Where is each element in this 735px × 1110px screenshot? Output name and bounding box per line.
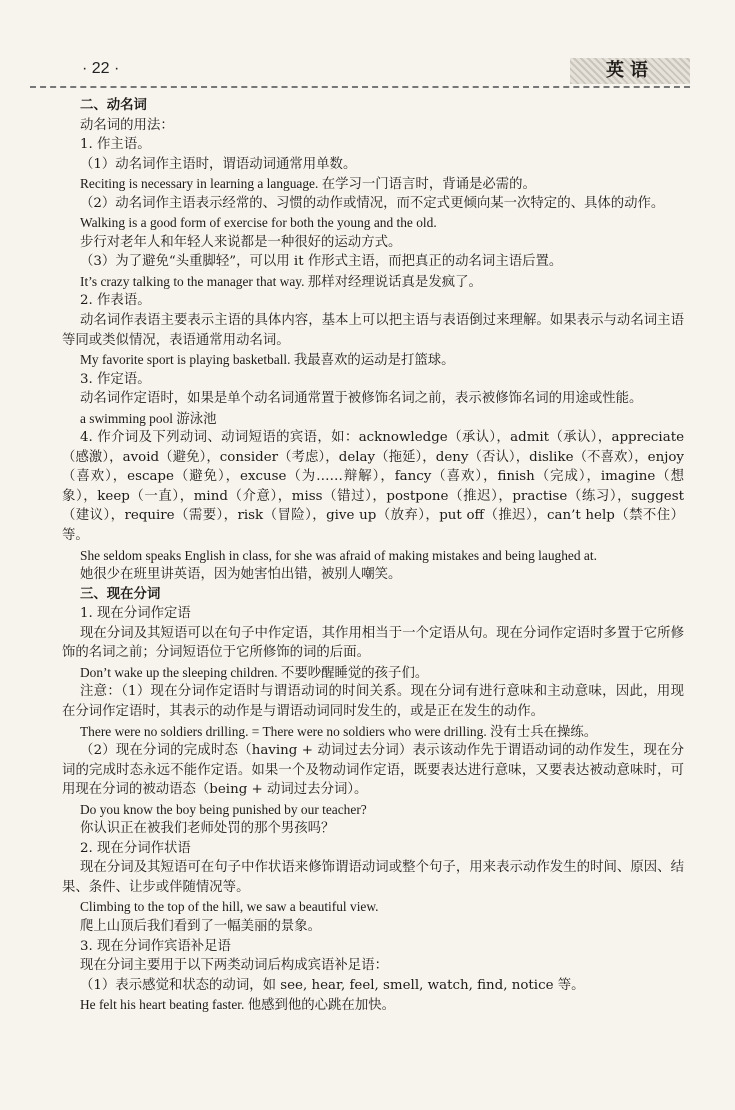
text-line: 2. 作表语。 xyxy=(80,293,151,309)
text-line: My favorite sport is playing basketball. 我最喜欢的运动是打篮球。 xyxy=(80,352,455,368)
text-line: 2. 现在分词作状语 xyxy=(80,840,191,856)
text-line: 4. 作介词及下列动词、动词短语的宾语，如：acknowledge（承认），admit（承认），appreciate（感激），avoid（避免），consider（考虑），delay（拖延），deny（否认），dislike（不喜欢），enjoy（喜欢），escape（避免），excuse（为……辩解），fancy（喜欢），finish（完成），imagine（想象），keep（一直），mind（介意），miss（错过），postpone（推迟），practise（练习），suggest（建议），require（需要），risk（冒险），give up（放弃），put off（推迟），can’t help（禁不住）等。 xyxy=(62,430,684,544)
text-line: （1）表示感觉和状态的动词，如 see, hear, feel, smell, watch, find, notice 等。 xyxy=(80,977,585,993)
text-line: 三、现在分词 xyxy=(80,585,161,602)
text-line: 3. 作定语。 xyxy=(80,371,151,387)
text-line: Walking is a good form of exercise for both the young and the old. xyxy=(80,215,437,231)
text-line: Do you know the boy being punished by our teacher? xyxy=(80,801,367,817)
text-line: It’s crazy talking to the manager that way. 那样对经理说话真是发疯了。 xyxy=(80,273,482,289)
text-line: 动名词作定语时，如果是单个动名词通常置于被修饰名词之前，表示被修饰名词的用途或性能。 xyxy=(80,391,643,407)
page-body xyxy=(62,96,684,1015)
text-line: 3. 现在分词作宾语补足语 xyxy=(80,938,231,954)
text-line: Reciting is necessary in learning a language. 在学习一门语言时，背诵是必需的。 xyxy=(80,176,536,192)
text-line: （2）动名词作主语表示经常的、习惯的动作或情况，而不定式更倾向某一次特定的、具体的动作。 xyxy=(80,195,665,211)
subject-label: 英语 xyxy=(570,58,690,84)
text-line: There were no soldiers drilling. = There were no soldiers who were drilling. 没有士兵在操练。 xyxy=(80,723,598,739)
text-line: 她很少在班里讲英语，因为她害怕出错，被别人嘲笑。 xyxy=(80,567,402,583)
text-line: Don’t wake up the sleeping children. 不要吵醒睡觉的孩子们。 xyxy=(80,664,429,680)
text-line: 1. 现在分词作定语 xyxy=(80,606,191,622)
text-line: （2）现在分词的完成时态（having + 动词过去分词）表示该动作先于谓语动词的动作发生，现在分词的完成时态永远不能作定语。如果一个及物动词作定语，既要表达进行意味，又要表达被动意味时，可用现在分词的被动语态（being + 动词过去分词）。 xyxy=(62,743,684,798)
text-line: 注意：（1）现在分词作定语时与谓语动词的时间关系。现在分词有进行意味和主动意味，因此，用现在分词作定语时，其表示的动作是与谓语动词同时发生的，或是正在发生的动作。 xyxy=(62,684,684,719)
text-line: He felt his heart beating faster. 他感到他的心跳在加快。 xyxy=(80,997,395,1013)
text-line: 现在分词及其短语可以在句子中作定语，其作用相当于一个定语从句。现在分词作定语时多置于它所修饰的名词之前；分词短语位于它所修饰的词的后面。 xyxy=(62,625,684,661)
page-number: · 22 · xyxy=(82,60,120,77)
text-line: 步行对老年人和年轻人来说都是一种很好的运动方式。 xyxy=(80,234,402,250)
text-line: 现在分词及其短语可在句子中作状语来修饰谓语动词或整个句子，用来表示动作发生的时间、原因、结果、条件、让步或伴随情况等。 xyxy=(62,860,684,895)
text-line: 动名词的用法： xyxy=(80,117,174,133)
text-line: （1）动名词作主语时，谓语动词通常用单数。 xyxy=(80,156,357,172)
text-line: 爬上山顶后我们看到了一幅美丽的景象。 xyxy=(80,918,322,934)
text-line: Climbing to the top of the hill, we saw a beautiful view. xyxy=(80,899,379,915)
text-line: She seldom speaks English in class, for she was afraid of making mistakes and being laughed at. xyxy=(80,547,597,563)
text-line: 1. 作主语。 xyxy=(80,137,151,153)
text-line: 现在分词主要用于以下两类动词后构成宾语补足语： xyxy=(80,958,388,974)
text-line: （3）为了避免“头重脚轻”，可以用 it 作形式主语，而把真正的动名词主语后置。 xyxy=(80,254,563,270)
text-line: a swimming pool 游泳池 xyxy=(80,410,217,426)
text-line: 你认识正在被我们老师处罚的那个男孩吗？ xyxy=(80,821,335,837)
page-header xyxy=(30,52,690,88)
text-line: 动名词作表语主要表示主语的具体内容，基本上可以把主语与表语倒过来理解。如果表示与动名词主语等同或类似情况，表语通常用动名词。 xyxy=(62,313,684,348)
text-line: 二、动名词 xyxy=(80,97,147,113)
